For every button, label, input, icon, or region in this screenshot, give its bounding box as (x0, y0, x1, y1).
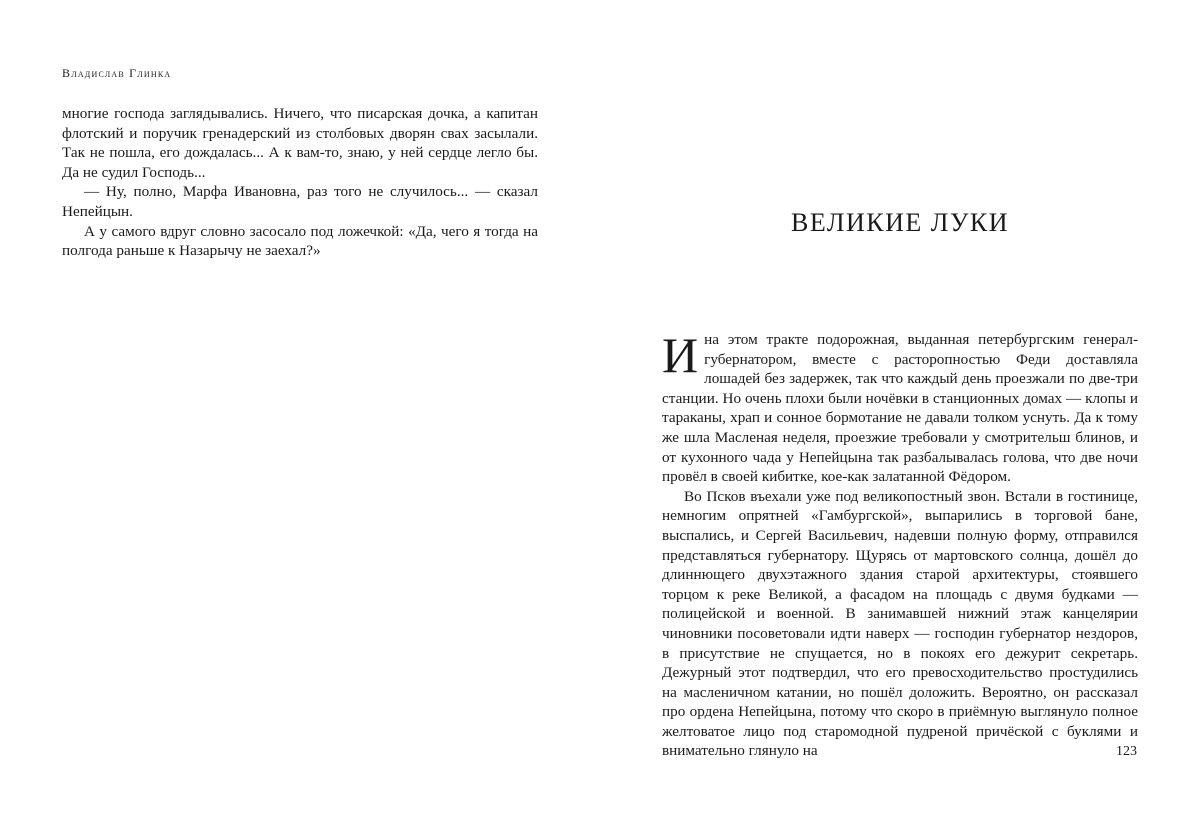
right-page (600, 0, 1200, 822)
paragraph: Во Псков въехали уже под великопостный звон. Встали в гостинице, немногим опрятней «Гамбургской», выпарились в торговой бане, выспались, и Сергей Васильевич, надевши полную форму, отправился представляться губернатору. Щурясь от мартовского солнца, дошёл до длиннющего двухэтажного здания старой архитектуры, стоявшего торцом к реке Великой, а фасадом на площадь с двумя будками — полицейской и военной. В занимавшей нижний этаж канцелярии чиновники посоветовали идти наверх — господин губернатор нездоров, в присутствие не спущается, но в покоях его дежурит секретарь. Дежурный этот подтвердил, что его превосходительство простудились на масленичном катании, но пошёл доложить. Вероятно, он рассказал про ордена Непейцына, потому что скоро в приёмную выглянуло полное желтоватое лицо под старомодной пудреной причёской с буклями и внимательно глянуло на (662, 487, 1138, 760)
paragraph: — Ну, полно, Марфа Ивановна, раз того не случилось... — сказал Непейцын. (62, 183, 538, 220)
paragraph-with-drop-cap (662, 327, 1138, 487)
page-number: 123 (1116, 744, 1137, 759)
left-page-text (62, 104, 538, 261)
right-page-text (662, 327, 1138, 761)
drop-cap: И (662, 327, 699, 383)
paragraph-text: на этом тракте подорожная, выданная петербургским генерал-губернатором, вместе с расторопностью Феди доставляла лошадей без задержек, так что каждый день проезжали по две-три станции. Но очень плохи были ночёвки в станционных домах — клопы и тараканы, храп и сонное бормотание не давали толком уснуть. Да к тому же шла Масленая неделя, проезжие требовали у смотрительш блинов, и от кухонного чада у Непейцына так разбалывалась голова, что две ночи провёл в своей кибитке, кое-как залатанной Фёдором. (662, 331, 1138, 486)
running-head: Владислав Глинка (62, 66, 172, 80)
paragraph: А у самого вдруг словно засосало под ложечкой: «Да, чего я тогда на полгода раньше к Назарычу не заехал?» (62, 222, 538, 260)
chapter-title: ВЕЛИКИЕ ЛУКИ (791, 208, 1009, 237)
paragraph: многие господа заглядывались. Ничего, что писарская дочка, а капитан флотский и поручик гренадерский из столбовых дворян сваx засылали. Так не пошла, его дождалась... А к вам-то, знаю, у ней сердце легло бы. Да не судил Господь... (62, 105, 538, 181)
